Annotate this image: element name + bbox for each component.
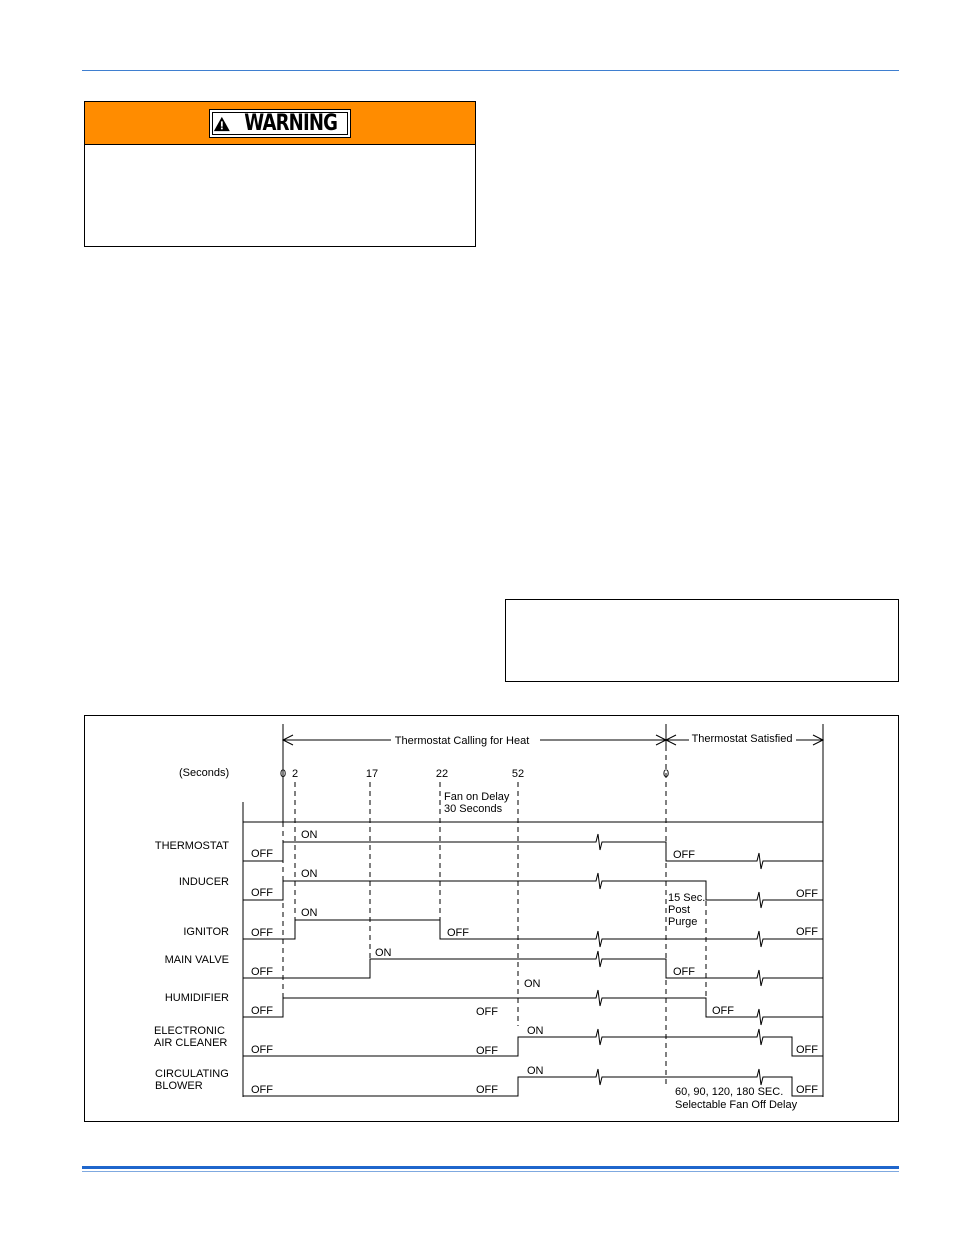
blower-state-on: ON [527,1065,544,1077]
timing-diagram [85,716,898,1121]
warning-box [84,101,476,247]
diagram-text [154,733,818,1111]
signal-waveforms [243,842,823,1096]
warning-label: WARNING [243,110,337,136]
inducer-state-off: OFF [251,887,273,899]
row-label-inducer: INDUCER [178,876,229,888]
air-cleaner-state-on: ON [527,1025,544,1037]
main-valve-state-off: OFF [251,966,273,978]
air-cleaner-state-off-end: OFF [796,1044,818,1056]
fan-off-delay-values: 60, 90, 120, 180 SEC. [675,1086,784,1098]
bottom-rule [82,1166,899,1169]
fan-on-delay-label: Fan on Delay [444,791,510,803]
timing-diagram-frame [84,715,899,1122]
inducer-state-on: ON [301,868,318,880]
post-purge-line-2: Post [668,904,691,916]
row-label-humidifier: HUMIDIFIER [164,992,229,1004]
header-thermostat-satisfied: Thermostat Satisfied [691,733,793,745]
waveform-thermostat [243,842,823,861]
row-label-main-valve: MAIN VALVE [164,954,229,966]
humidifier-state-off-mid: OFF [476,1006,498,1018]
ignitor-state-off: OFF [251,927,273,939]
row-label-electronic: ELECTRONIC [154,1025,225,1037]
post-purge-line-3: Purge [668,916,698,928]
blower-state-off: OFF [251,1084,273,1096]
air-cleaner-state-off: OFF [251,1044,273,1056]
waveform-air-cleaner [243,1037,823,1056]
top-rule [82,70,899,71]
ignitor-state-on: ON [301,907,318,919]
note-box [505,599,899,682]
time-tick-2: 2 [291,768,299,780]
air-cleaner-state-off-mid: OFF [476,1045,498,1057]
diagram-structure [243,724,823,1097]
waveform-inducer [243,881,823,900]
time-tick-0: 0 [279,768,287,780]
main-valve-state-off-end: OFF [673,966,695,978]
warning-badge [209,109,351,138]
row-label-blower: BLOWER [155,1080,203,1092]
blower-state-off-mid: OFF [476,1084,498,1096]
waveform-humidifier [243,998,823,1017]
fan-off-delay-label: Selectable Fan Off Delay [675,1099,798,1111]
humidifier-state-off-end: OFF [712,1005,734,1017]
post-purge-line-1: 15 Sec. [668,892,706,904]
row-label-circulating: CIRCULATING [155,1068,229,1080]
humidifier-state-off: OFF [251,1005,273,1017]
humidifier-state-on: ON [524,978,541,990]
seconds-label: (Seconds) [179,767,230,779]
waveform-ignitor [243,920,823,939]
warning-triangle-icon [213,115,231,133]
time-tick-17: 17 [365,768,379,780]
row-label-thermostat: THERMOSTAT [154,840,229,852]
time-tick-satisfied-0: 0 [662,768,670,780]
row-label-air-cleaner: AIR CLEANER [154,1037,228,1049]
thermostat-state-off: OFF [251,848,273,860]
row-label-ignitor: IGNITOR [183,926,229,938]
ignitor-state-off-end: OFF [796,926,818,938]
waveform-main-valve [243,959,823,978]
time-tick-52: 52 [511,768,525,780]
fan-on-delay-value: 30 Seconds [444,803,503,815]
thermostat-state-off-end: OFF [673,849,695,861]
bottom-rule-thin [82,1171,899,1172]
inducer-state-off-end: OFF [796,888,818,900]
thermostat-state-on: ON [301,829,318,841]
blower-state-off-end: OFF [796,1084,818,1096]
header-calling-for-heat: Thermostat Calling for Heat [394,735,530,747]
main-valve-state-on: ON [375,947,392,959]
warning-header [85,102,475,145]
ignitor-state-off-mid: OFF [447,927,469,939]
time-tick-22: 22 [435,768,449,780]
